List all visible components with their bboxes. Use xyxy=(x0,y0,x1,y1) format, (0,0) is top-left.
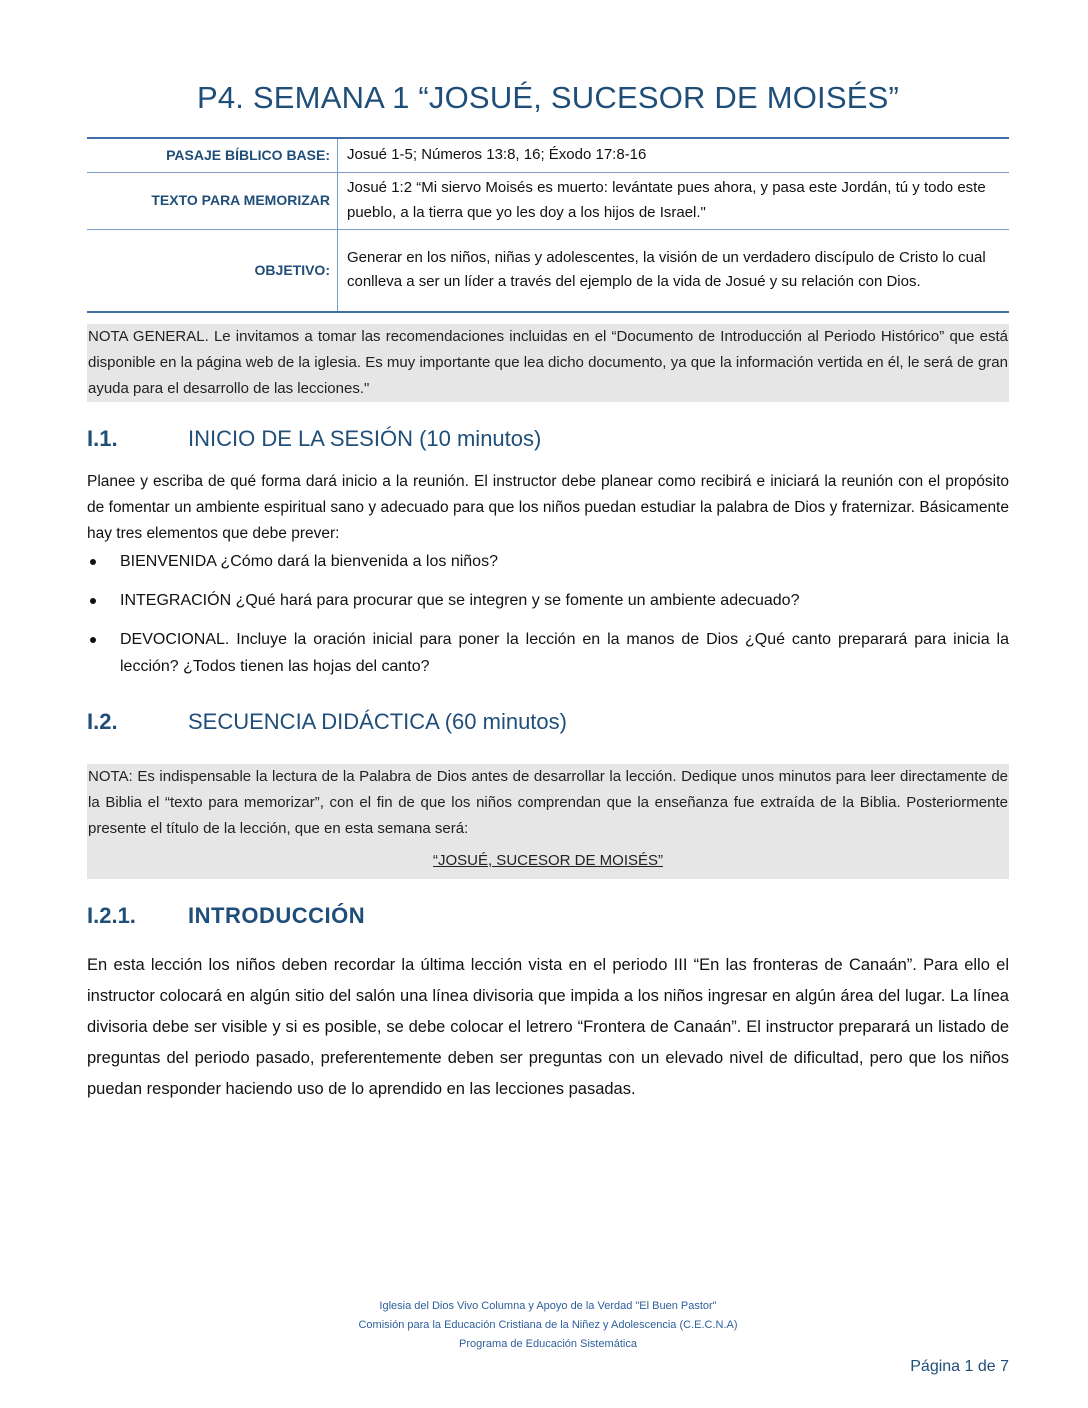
list-item xyxy=(87,626,1009,680)
section-title: INICIO DE LA SESIÓN (10 minutos) xyxy=(188,426,542,451)
section-heading-introduccion xyxy=(87,903,365,929)
bullet-list xyxy=(87,548,1009,692)
info-value: Josué 1-5; Números 13:8, 16; Éxodo 17:8-16 xyxy=(347,145,647,163)
list-item-text: BIENVENIDA ¿Cómo dará la bienvenida a los niños? xyxy=(120,553,498,570)
list-item-text: INTEGRACIÓN ¿Qué hará para procurar que se integren y se fomente un ambiente adecuado? xyxy=(120,592,800,609)
section-heading-inicio xyxy=(87,426,541,452)
list-item-text: DEVOCIONAL. Incluye la oración inicial para poner la lección en la manos de Dios ¿Qué canto preparará para inicia la lección? ¿Todos tienen las hojas del canto? xyxy=(120,631,1009,675)
info-label: OBJETIVO: xyxy=(87,230,338,313)
page-footer xyxy=(87,1297,1009,1354)
list-item xyxy=(87,548,1009,575)
info-label: PASAJE BÍBLICO BASE: xyxy=(87,138,338,173)
introduction-paragraph: En esta lección los niños deben recordar la última lección vista en el periodo III “En las fronteras de Canaán”. Para ello el instructor colocará en algún sitio del salón una línea divisoria que impida a los niños ingresar en algún área del lugar. La línea divisoria debe ser visible y si es posible, se debe colocar el letrero “Frontera de Canaán”. El instructor preparará un listado de preguntas del periodo pasado, preferentemente deben ser preguntas con un elevado nivel de dificultad, pero que los niños puedan responder haciendo uso de lo aprendido en las lecciones pasadas. xyxy=(87,956,1009,1098)
section-paragraph: Planee y escriba de qué forma dará inicio a la reunión. El instructor debe planear como recibirá e iniciará la reunión con el propósito de fomentar un ambiente espiritual sano y adecuado para que los niños puedan estudiar la palabra de Dios y fraternizar. Básicamente hay tres elementos que debe prever: xyxy=(87,473,1009,542)
section-number: I.2.1. xyxy=(87,903,136,928)
footer-line: Iglesia del Dios Vivo Columna y Apoyo de la Verdad "El Buen Pastor" xyxy=(379,1300,717,1312)
reading-note-text: NOTA: Es indispensable la lectura de la Palabra de Dios antes de desarrollar la lección. Dedique unos minutos para leer directamente de la Biblia el “texto para memorizar”, con el fin de que los niños comprendan que la enseñanza fue extraída de la Biblia. Posteriormente presente el título de la lección, que en esta semana será: xyxy=(88,768,1008,837)
section-title: SECUENCIA DIDÁCTICA (60 minutos) xyxy=(188,709,567,734)
bullet-icon xyxy=(90,637,96,643)
general-note: NOTA GENERAL. Le invitamos a tomar las recomendaciones incluidas en el “Documento de Introducción al Periodo Histórico” que está disponible en la página web de la iglesia. Es muy importante que lea dicho documento, ya que la información vertida en él, le será de gran ayuda para el desarrollo de las lecciones." xyxy=(87,324,1009,402)
bullet-icon xyxy=(90,598,96,604)
footer-line: Programa de Educación Sistemática xyxy=(459,1338,637,1350)
info-row-passage xyxy=(87,138,1009,173)
lesson-info-table xyxy=(87,137,1009,313)
page-number: Página 1 de 7 xyxy=(910,1358,1009,1375)
info-value: Generar en los niños, niñas y adolescentes, la visión de un verdadero discípulo de Cristo lo cual conlleva a ser un líder a través del ejemplo de la vida de Josué y su relación con Dios. xyxy=(338,230,1010,313)
section-number: I.2. xyxy=(87,709,118,734)
info-label: TEXTO PARA MEMORIZAR xyxy=(87,173,338,230)
page-title: P4. SEMANA 1 “JOSUÉ, SUCESOR DE MOISÉS” xyxy=(196,80,899,115)
info-row-objective xyxy=(87,230,1009,313)
bullet-icon xyxy=(90,559,96,565)
reading-note xyxy=(87,764,1009,879)
section-number: I.1. xyxy=(87,426,118,451)
section-title: INTRODUCCIÓN xyxy=(188,903,366,928)
info-row-memory-text xyxy=(87,173,1009,230)
info-value: Josué 1:2 “Mi siervo Moisés es muerto: levántate pues ahora, y pasa este Jordán, tú y todo este pueblo, a la tierra que yo les doy a los hijos de Israel." xyxy=(338,173,1010,230)
list-item xyxy=(87,587,1009,614)
footer-line: Comisión para la Educación Cristiana de la Niñez y Adolescencia (C.E.C.N.A) xyxy=(358,1319,738,1331)
lesson-title-callout: “JOSUÉ, SUCESOR DE MOISÉS” xyxy=(432,852,664,869)
section-heading-secuencia xyxy=(87,709,567,735)
